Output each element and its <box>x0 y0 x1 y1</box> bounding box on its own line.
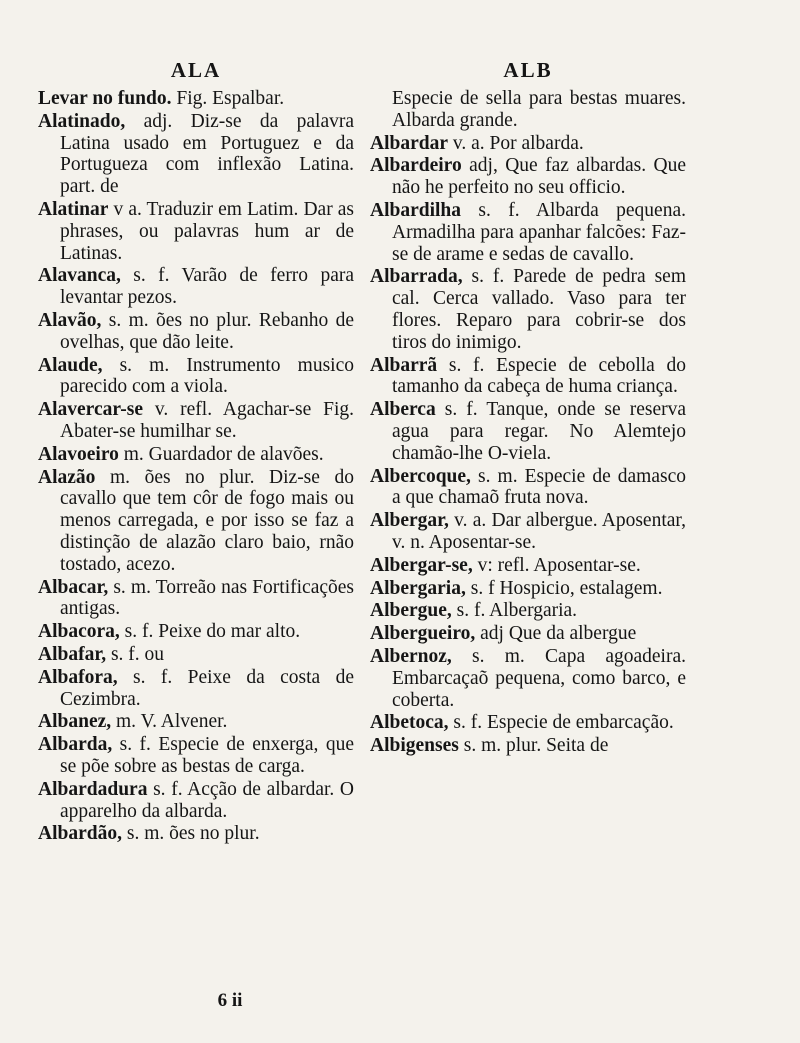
definition: m. ões no plur. Diz-se do cavallo que tem côr de fogo mais ou menos carregada, e por isso se faz a distinção de alazão claro baio, rnão tostado, acezo. <box>60 466 355 575</box>
definition: v. a. Dar albergue. Aposentar, v. n. Aposentar-se. <box>392 510 686 553</box>
headword: Albarrada, <box>370 266 463 288</box>
definition: v. a. Por albarda. <box>452 132 584 154</box>
definition: adj Que da albergue <box>480 623 637 645</box>
headword: Alavão, <box>38 309 102 331</box>
headword: Albetoca, <box>370 712 449 734</box>
dictionary-entry <box>38 199 354 264</box>
definition: m. V. Alvener. <box>116 711 228 733</box>
dictionary-entry <box>38 399 354 443</box>
dictionary-entry <box>370 133 686 155</box>
definition: s. f. Varão de ferro para levantar pezos. <box>60 265 354 309</box>
dictionary-entry <box>370 155 686 199</box>
definition: s. f Hospicio, estalagem. <box>470 577 663 599</box>
signature-mark: 6 ii <box>217 990 243 1011</box>
right-running-header: ALB <box>503 58 553 82</box>
definition: adj, Que faz albardas. Que não he perfeito no seu officio. <box>392 155 686 199</box>
definition: s. m. Especie de damasco a que chamaõ fruta nova. <box>392 465 687 509</box>
left-column <box>38 58 354 846</box>
definition: s. f. Parede de pedra sem cal. Cerca vallado. Vaso para ter flores. Reparo para cobrir-se dos tiros do inimigo. <box>392 266 687 353</box>
dictionary-entry <box>370 200 686 265</box>
dictionary-entry <box>370 578 686 600</box>
definition: s. f. Peixe do mar alto. <box>124 621 301 643</box>
headword: Alavanca, <box>38 265 121 287</box>
headword: Albarrã <box>370 354 438 376</box>
dictionary-entry <box>38 577 354 621</box>
definition: s. f. ou <box>110 643 165 665</box>
definition: s. f. Tanque, onde se reserva agua para regar. No Alemtejo chamão-lhe O-viela. <box>392 399 686 464</box>
headword: Albigenses <box>370 735 459 757</box>
dictionary-entry <box>370 266 686 353</box>
definition: v a. Traduzir em Latim. Dar as phrases, ou palavras hum ar de Latinas. <box>60 198 354 264</box>
dictionary-entry <box>370 646 686 711</box>
dictionary-entry <box>370 399 686 464</box>
definition: s. f. Peixe da costa de Cezimbra. <box>60 666 354 710</box>
definition: s. m. ões no plur. Rebanho de ovelhas, que dão leite. <box>60 309 355 353</box>
definition: s. m. ões no plur. <box>126 823 260 845</box>
dictionary-entry <box>38 621 354 643</box>
dictionary-entry <box>370 555 686 577</box>
dictionary-entry <box>370 735 686 757</box>
definition: v: refl. Aposentar-se. <box>477 554 641 576</box>
headword: Albacora, <box>38 621 120 643</box>
definition: s. f. Albarda pequena. Armadilha para apanhar falcões: Faz-se de arame e sedas de cavallo. <box>392 199 686 265</box>
headword: Levar no fundo. <box>38 88 172 109</box>
dictionary-entry <box>38 779 354 823</box>
headword: Alazão <box>38 466 96 488</box>
headword: Albacar, <box>38 576 109 598</box>
headword: Albergue, <box>370 600 452 622</box>
definition: s. m. plur. Seita de <box>463 735 609 757</box>
definition: s. m. Instrumento musico parecido com a viola. <box>60 354 354 398</box>
dictionary-entry <box>38 667 354 711</box>
definition: m. Guardador de alavões. <box>123 443 324 465</box>
dictionary-entry <box>38 823 354 845</box>
definition: s. m. Torreão nas Fortificações antigas. <box>60 576 354 620</box>
dictionary-entry <box>370 355 686 399</box>
dictionary-entry <box>38 734 354 778</box>
definition: s. f. Albergaria. <box>456 600 578 622</box>
dictionary-entry <box>370 623 686 645</box>
definition: s. f. Especie de enxerga, que se põe sobre as bestas de carga. <box>60 734 354 777</box>
headword: Albergueiro, <box>370 623 476 645</box>
definition: s. f. Especie de cebolla do tamanho da cabeça de huma criança. <box>392 354 687 398</box>
dictionary-entry <box>38 265 354 309</box>
dictionary-entry <box>370 600 686 622</box>
headword: Alavercar-se <box>38 399 144 421</box>
headword: Albarda, <box>38 734 113 756</box>
dictionary-entry <box>38 644 354 666</box>
headword: Albernoz, <box>370 645 452 667</box>
right-column <box>370 58 686 758</box>
headword: Albergar-se, <box>370 554 473 576</box>
headword: Albardeiro <box>370 155 462 177</box>
right-entries <box>370 88 686 757</box>
definition: adj. Diz-se da palavra Latina usado em Portuguez e da Portugueza com inflexão Latina. part. de <box>60 110 355 198</box>
left-entries <box>38 88 354 845</box>
dictionary-entry <box>370 510 686 554</box>
headword: Alavoeiro <box>38 443 119 465</box>
headword: Alberca <box>370 399 436 421</box>
definition: s. f. Acção de albardar. O apparelho da albarda. <box>60 778 354 822</box>
headword: Albafora, <box>38 666 118 688</box>
headword: Albardadura <box>38 778 148 800</box>
headword: Alatinar <box>38 198 109 220</box>
dictionary-entry <box>38 310 354 354</box>
dictionary-entry <box>38 711 354 733</box>
dictionary-entry <box>370 712 686 734</box>
headword: Alaude, <box>38 354 103 376</box>
dictionary-entry <box>370 88 686 132</box>
headword: Albardar <box>370 132 448 154</box>
headword: Albercoque, <box>370 465 471 487</box>
headword: Alatinado, <box>38 110 126 132</box>
definition: Especie de sella para bestas muares. Albarda grande. <box>392 88 686 131</box>
headword: Albergar, <box>370 510 449 532</box>
dictionary-entry <box>370 466 686 510</box>
left-running-header: ALA <box>170 58 222 82</box>
dictionary-entry <box>38 355 354 399</box>
headword: Albergaria, <box>370 577 466 599</box>
definition: v. refl. Agachar-se Fig. Abater-se humilhar se. <box>60 399 355 442</box>
dictionary-entry <box>38 467 354 576</box>
headword: Albanez, <box>38 711 112 733</box>
dictionary-entry <box>38 444 354 466</box>
dictionary-entry <box>38 88 354 110</box>
definition: s. m. Capa agoadeira. Embarcaçaõ pequena, como barco, e coberta. <box>392 645 686 711</box>
headword: Albardão, <box>38 823 122 845</box>
headword: Albafar, <box>38 643 107 665</box>
headword: Albardilha <box>370 199 462 221</box>
definition: s. f. Especie de embarcação. <box>453 712 674 734</box>
definition: Fig. Espalbar. <box>176 88 285 109</box>
dictionary-entry <box>38 111 354 198</box>
